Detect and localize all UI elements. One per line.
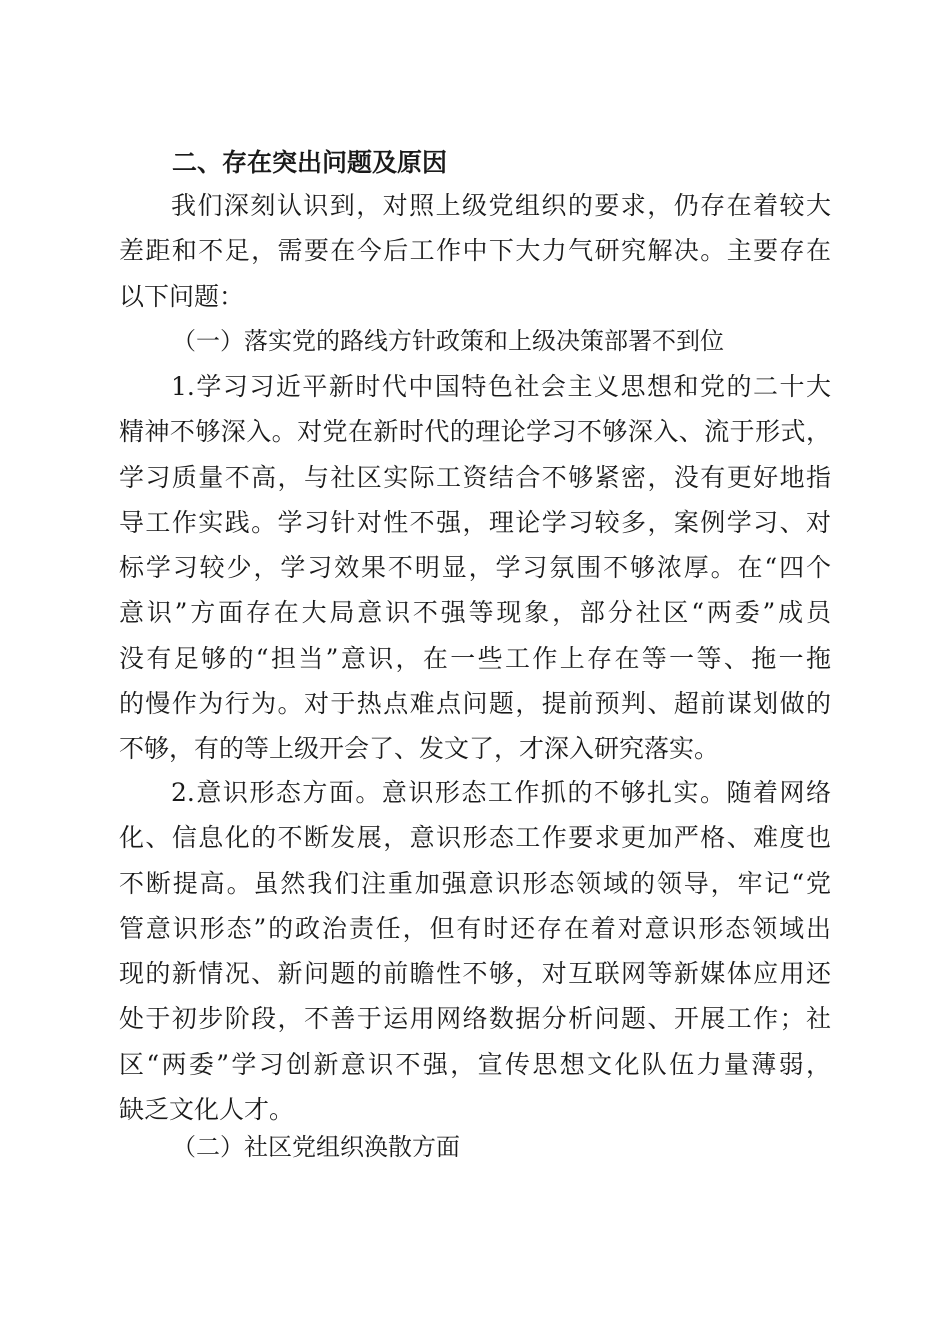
paragraph-line: 标学习较少，学习效果不明显，学习氛围不够浓厚。在“四个 (119, 553, 831, 583)
intro-paragraph (119, 183, 831, 319)
section-heading: 二、存在突出问题及原因 (172, 148, 448, 177)
paragraph-line: 的慢作为行为。对于热点难点问题，提前预判、超前谋划做的 (119, 689, 831, 719)
paragraph-line: 1.学习习近平新时代中国特色社会主义思想和党的二十大 (171, 372, 831, 401)
paragraph-line: 现的新情况、新问题的前瞻性不够，对互联网等新媒体应用还 (119, 959, 831, 989)
paragraph-line: 缺乏文化人才。 (119, 1095, 295, 1125)
paragraph-line: 我们深刻认识到，对照上级党组织的要求，仍存在着较大 (171, 191, 831, 220)
paragraph-line: 意识”方面存在大局意识不强等现象，部分社区“两委”成员 (119, 598, 831, 628)
paragraph-line: 导工作实践。学习针对性不强，理论学习较多，案例学习、对 (119, 507, 831, 537)
paragraph-line: 区“两委”学习创新意识不强，宣传思想文化队伍力量薄弱， (119, 1049, 831, 1079)
paragraph-line: 学习质量不高，与社区实际工资结合不够紧密，没有更好地指 (119, 462, 831, 492)
paragraph-line: 以下问题： (119, 281, 245, 311)
paragraph-line: 化、信息化的不断发展，意识形态工作要求更加严格、难度也 (119, 823, 831, 853)
point-1-paragraph (119, 364, 831, 772)
paragraph-line: 不断提高。虽然我们注重加强意识形态领域的领导，牢记“党 (119, 868, 831, 898)
subsection-heading-1: （一）落实党的路线方针政策和上级决策部署不到位 (172, 327, 724, 355)
paragraph-line: 处于初步阶段，不善于运用网络数据分析问题、开展工作；社 (119, 1004, 831, 1034)
paragraph-line: 精神不够深入。对党在新时代的理论学习不够深入、流于形式， (119, 417, 831, 447)
paragraph-line: 管意识形态”的政治责任，但有时还存在着对意识形态领域出 (119, 913, 831, 943)
subsection-heading-2: （二）社区党组织涣散方面 (172, 1133, 460, 1161)
paragraph-line: 不够，有的等上级开会了、发文了，才深入研究落实。 (119, 734, 720, 764)
paragraph-line: 没有足够的“担当”意识，在一些工作上存在等一等、拖一拖 (119, 643, 831, 673)
point-2-paragraph (119, 770, 831, 1132)
paragraph-line: 差距和不足，需要在今后工作中下大力气研究解决。主要存在 (119, 236, 831, 266)
paragraph-line: 2.意识形态方面。意识形态工作抓的不够扎实。随着网络 (171, 778, 831, 807)
